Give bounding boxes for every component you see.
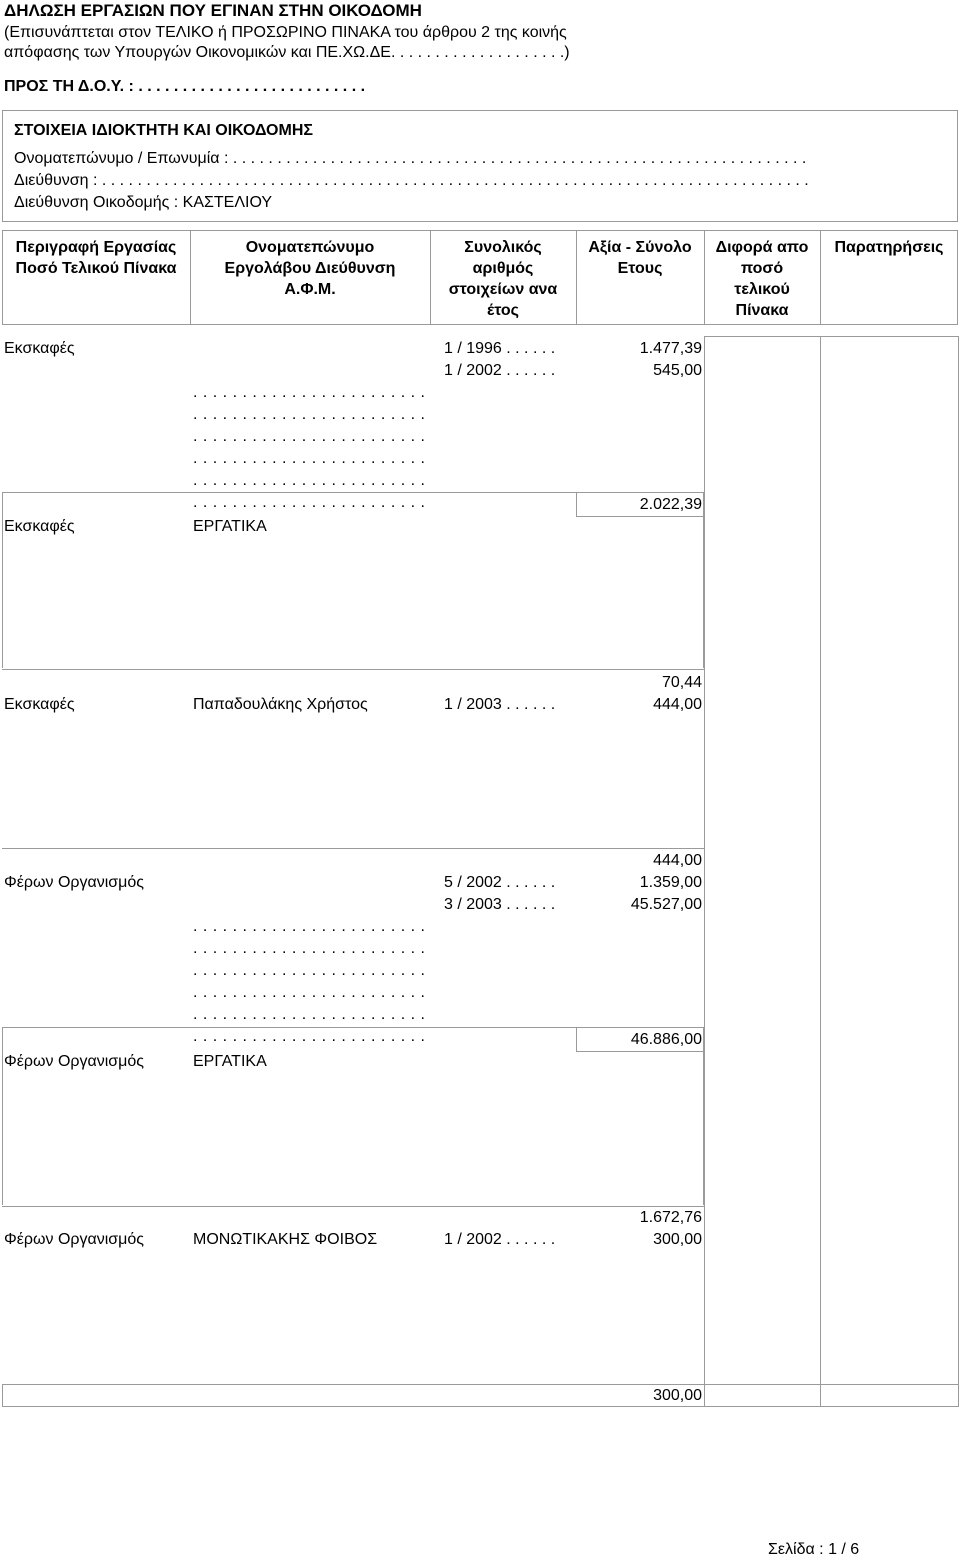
row4-description: Φέρων Οργανισμός — [4, 874, 144, 891]
row4-year-2: 3 / 2003 . . . . . . — [444, 896, 556, 913]
page-number: Σελίδα : 1 / 6 — [768, 1541, 860, 1557]
body-top-border — [704, 336, 959, 337]
row2-total: 2.022,39 — [639, 496, 702, 513]
owner-section-heading: ΣΤΟΙΧΕΙΑ ΙΔΙΟΚΤΗΤΗ ΚΑΙ ΟΙΚΟΔΟΜΗΣ — [14, 122, 313, 139]
row5-description: Φέρων Οργανισμός — [4, 1053, 144, 1070]
row1-year-2: 1 / 2002 . . . . . . — [444, 362, 556, 379]
subtitle-line-2: απόφασης των Υπουργών Οικονομικών και ΠΕ.ΧΩ.ΔΕ. . . . . . . . . . . . . . . . . . . .) — [4, 44, 570, 61]
owner-name-line: Ονοματεπώνυμο / Επωνυμία : . . . . . . . . . . . . . . . . . . . . . . . . . . . . . . . . . . . . . . . . . . . . . . . . . . . . . . . . . . . . . . . . . — [14, 150, 807, 167]
row6-contractor: ΜΟΝΩΤΙΚΑΚΗΣ ΦΟΙΒΟΣ — [193, 1231, 378, 1248]
row7-total: 300,00 — [653, 1387, 702, 1404]
subtitle-line-1: (Επισυνάπτεται στον ΤΕΛΙΚΟ ή ΠΡΟΣΩΡΙΝΟ ΠΙΝΑΚΑ του άρθρου 2 της κοινής — [4, 24, 567, 41]
row1-description: Εκσκαφές — [4, 340, 75, 357]
col-header-remarks: Παρατηρήσεις — [834, 239, 944, 256]
row3-value-1: 444,00 — [653, 696, 702, 713]
row6-description: Φέρων Οργανισμός — [4, 1231, 144, 1248]
col-header-contractor: Ονοματεπώνυμο Εργολάβου Διεύθυνση Α.Φ.Μ. — [224, 239, 396, 298]
row6-value-0: 1.672,76 — [639, 1209, 702, 1226]
row3-top-border — [2, 669, 704, 670]
col-header-difference: Διφορά απο ποσό τελικού Πίνακα — [715, 239, 809, 319]
col-header-description: Περιγραφή Εργασίας Ποσό Τελικού Πίνακα — [15, 239, 177, 277]
row1-dots: . . . . . . . . . . . . . . . . . . . . . . . . . . . . . . . . . . . . . . . . . . . . . . . . . . . . . . . . . . . . . . . . . . . . . . . . . . . . . . . . . . . . . . . . . . . . . . . . . . . . . . . . . . . . . . . . . . . . . . . . . . . . . . . . . . . . . . . . . . . . . . . . — [193, 384, 426, 511]
row2-box — [2, 492, 704, 668]
row2-description: Εκσκαφές — [4, 518, 75, 535]
body-divider — [820, 336, 821, 1406]
row2-line — [576, 516, 704, 517]
row4-value-1: 1.359,00 — [639, 874, 702, 891]
row1-value-1: 1.477,39 — [639, 340, 702, 357]
row4-dots: . . . . . . . . . . . . . . . . . . . . . . . . . . . . . . . . . . . . . . . . . . . . . . . . . . . . . . . . . . . . . . . . . . . . . . . . . . . . . . . . . . . . . . . . . . . . . . . . . . . . . . . . . . . . . . . . . . . . . . . . . . . . . . . . . . . . . . . . . . . . . . . . — [193, 918, 426, 1045]
row2-contractor: ΕΡΓΑΤΙΚΑ — [193, 518, 267, 535]
col-header-value: Αξία - Σύνολο Ετους — [588, 239, 692, 277]
building-address-line: Διεύθυνση Οικοδομής : ΚΑΣΤΕΛΙΟΥ — [14, 194, 273, 211]
row4-year-1: 5 / 2002 . . . . . . — [444, 874, 556, 891]
row6-year-1: 1 / 2002 . . . . . . — [444, 1231, 556, 1248]
row1-year-1: 1 / 1996 . . . . . . — [444, 340, 556, 357]
col-header-count: Συνολικός αριθμός στοιχείων ανα έτος — [448, 239, 558, 319]
doy-line: ΠΡΟΣ ΤΗ Δ.Ο.Υ. : . . . . . . . . . . . . . . . . . . . . . . . . . . — [4, 78, 366, 95]
row3-year-1: 1 / 2003 . . . . . . — [444, 696, 556, 713]
row3-value-0: 70,44 — [661, 674, 702, 691]
row4-value-2: 45.527,00 — [630, 896, 702, 913]
row5-total: 46.886,00 — [630, 1031, 702, 1048]
row4-top-border — [2, 848, 704, 849]
row5-line — [576, 1051, 704, 1052]
row5-contractor: ΕΡΓΑΤΙΚΑ — [193, 1053, 267, 1070]
body-divider — [704, 336, 705, 1406]
body-divider — [958, 336, 959, 1406]
document-title: ΔΗΛΩΣΗ ΕΡΓΑΣΙΩΝ ΠΟΥ ΕΓΙΝΑΝ ΣΤΗΝ ΟΙΚΟΔΟΜΗ — [4, 1, 422, 20]
row4-value-0: 444,00 — [653, 852, 702, 869]
owner-address-line: Διεύθυνση : . . . . . . . . . . . . . . . . . . . . . . . . . . . . . . . . . . . . . . . . . . . . . . . . . . . . . . . . . . . . . . . . . . . . . . . . . . . . . . . . — [14, 172, 809, 189]
row1-value-2: 545,00 — [653, 362, 702, 379]
row3-description: Εκσκαφές — [4, 696, 75, 713]
row7-box — [2, 1384, 959, 1407]
row3-contractor: Παπαδουλάκης Χρήστος — [193, 696, 368, 713]
row6-value-1: 300,00 — [653, 1231, 702, 1248]
